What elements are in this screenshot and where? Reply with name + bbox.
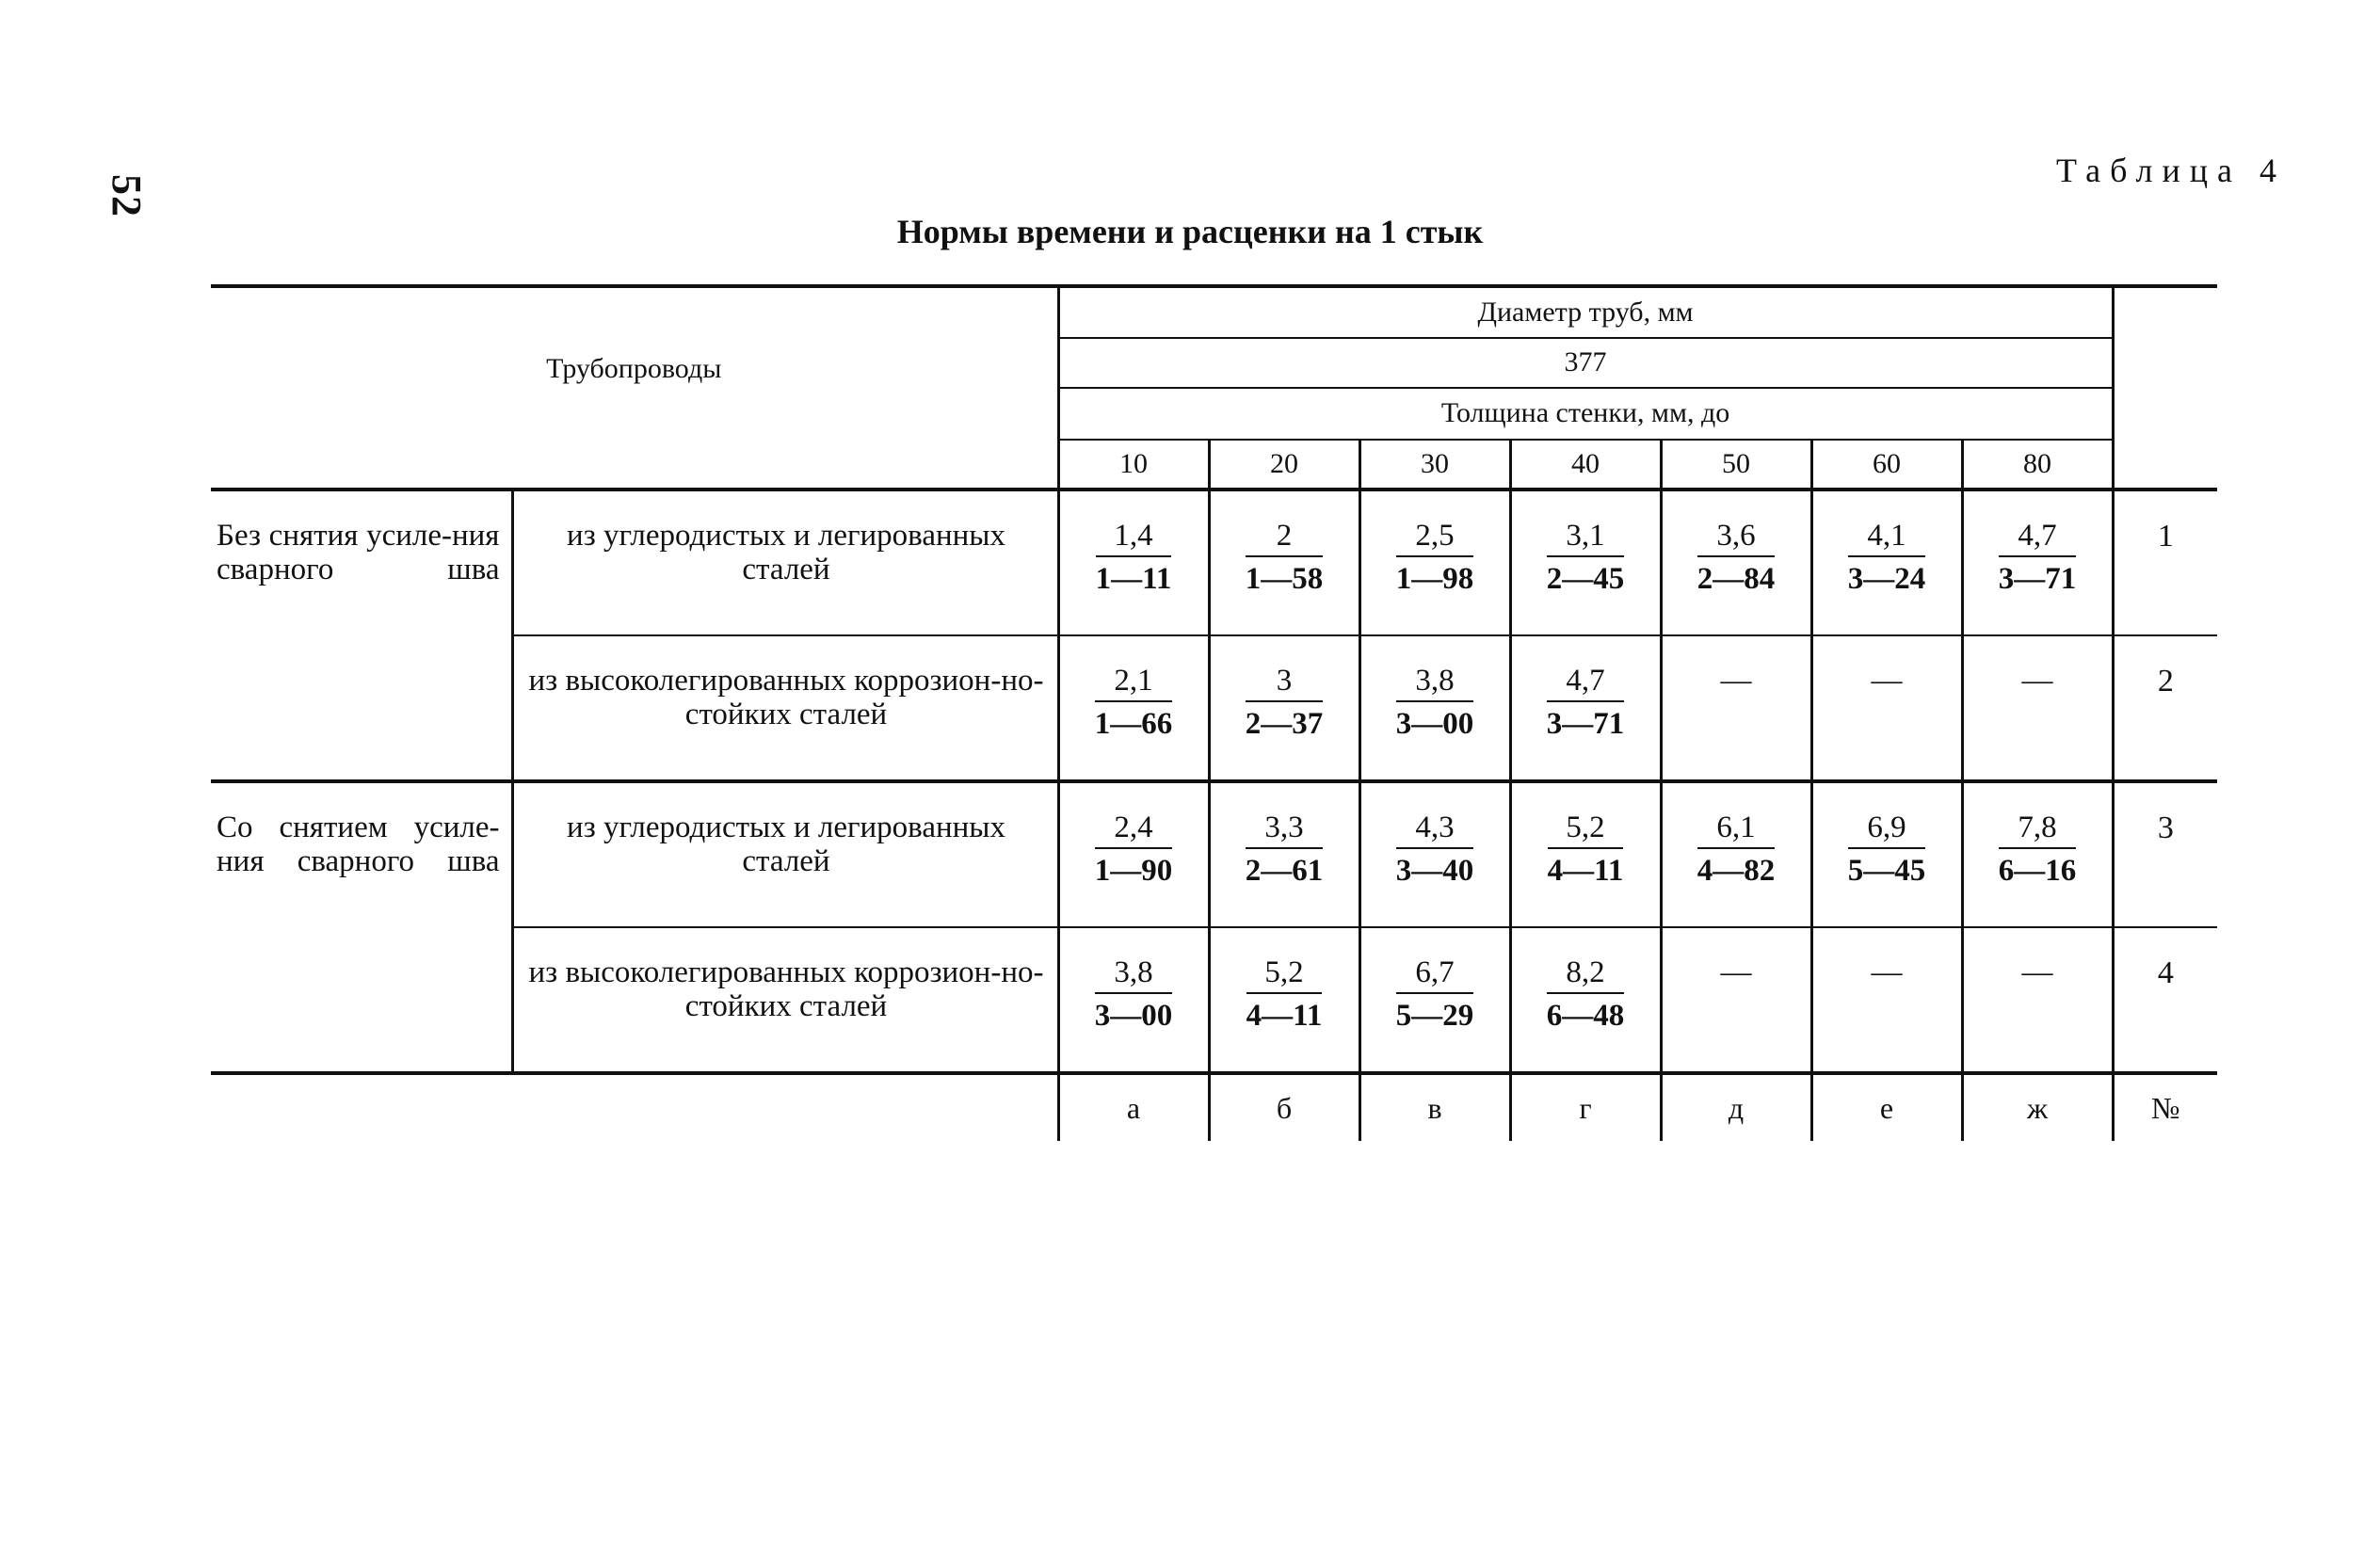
norm-price-fraction [1396, 665, 1474, 741]
norm-price-fraction [1396, 811, 1474, 888]
time-norm: 3,6 [1697, 520, 1776, 557]
price: 1—98 [1395, 561, 1474, 596]
value-cell [1661, 927, 1811, 1073]
price: 4—82 [1697, 853, 1776, 888]
price: 2—45 [1546, 561, 1625, 596]
row-number: 4 [2113, 927, 2217, 1073]
row-number: 2 [2113, 635, 2217, 781]
value-cell [1510, 781, 1661, 927]
time-norm: 3,1 [1547, 520, 1625, 557]
letters-blank [211, 1073, 1058, 1141]
time-norm: 4,7 [1999, 520, 2077, 557]
price: 3—71 [1998, 561, 2077, 596]
price: 2—84 [1697, 561, 1776, 596]
price: 6—16 [1998, 853, 2077, 888]
norm-price-fraction [1848, 520, 1926, 596]
value-cell [1962, 490, 2113, 635]
norm-price-fraction [1396, 956, 1474, 1033]
value-cell [1359, 781, 1510, 927]
price: 1—90 [1094, 853, 1173, 888]
price: 5—29 [1395, 998, 1474, 1033]
value-cell [1359, 635, 1510, 781]
price: 1—58 [1245, 561, 1324, 596]
pipeline-type: из высоколегированных коррозион-но-стойких сталей [512, 635, 1058, 781]
dash-cell: — [1871, 955, 1903, 989]
value-cell [1058, 490, 1209, 635]
value-cell [1811, 927, 1962, 1073]
row-number: 3 [2113, 781, 2217, 927]
value-cell [1058, 781, 1209, 927]
time-norm: 2 [1246, 520, 1324, 557]
norm-price-fraction [1547, 956, 1625, 1033]
dash-cell: — [2021, 955, 2053, 989]
wall-thickness-10: 10 [1058, 440, 1209, 490]
column-letter: ж [1962, 1073, 2113, 1141]
pipelines-header [211, 286, 1058, 490]
price: 2—37 [1245, 706, 1324, 741]
diameter-header: Диаметр труб, мм [1058, 286, 2113, 338]
number-column-header [2113, 286, 2217, 490]
norm-price-fraction [1246, 811, 1324, 888]
norm-price-fraction [1999, 811, 2077, 888]
value-cell [1510, 927, 1661, 1073]
page-title: Нормы времени и расценки на 1 стык [896, 213, 1484, 250]
value-cell [1209, 635, 1359, 781]
price: 3—40 [1395, 853, 1474, 888]
dash-cell: — [1871, 664, 1903, 698]
value-cell [1661, 781, 1811, 927]
wall-thickness-80: 80 [1962, 440, 2113, 490]
pipeline-type: из углеродистых и легированных сталей [512, 781, 1058, 927]
norm-price-fraction [1246, 520, 1324, 596]
time-norm: 8,2 [1547, 956, 1625, 994]
norm-price-fraction [1396, 520, 1474, 596]
table-body [211, 286, 2217, 1141]
value-cell [1962, 635, 2113, 781]
time-norm: 3,8 [1095, 956, 1173, 994]
price: 6—48 [1546, 998, 1625, 1033]
table-row [211, 490, 2217, 635]
norm-price-fraction [1848, 811, 1926, 888]
norm-price-fraction [1096, 520, 1172, 596]
price: 3—00 [1094, 998, 1173, 1033]
row-number: 1 [2113, 490, 2217, 635]
time-norm: 5,2 [1548, 811, 1624, 849]
value-cell [1811, 781, 1962, 927]
time-norm: 6,1 [1697, 811, 1776, 849]
value-cell [1209, 490, 1359, 635]
time-norm: 6,7 [1396, 956, 1474, 994]
time-norm: 6,9 [1848, 811, 1926, 849]
time-norm: 2,4 [1095, 811, 1173, 849]
value-cell [1661, 635, 1811, 781]
value-cell [1811, 635, 1962, 781]
price: 3—00 [1395, 706, 1474, 741]
column-letter: в [1359, 1073, 1510, 1141]
value-cell [1962, 927, 2113, 1073]
value-cell [1661, 490, 1811, 635]
time-norm: 5,2 [1246, 956, 1323, 994]
time-norm: 7,8 [1999, 811, 2077, 849]
column-letter: е [1811, 1073, 1962, 1141]
column-letter: д [1661, 1073, 1811, 1141]
norm-price-fraction [1095, 811, 1173, 888]
wall-thickness-20: 20 [1209, 440, 1359, 490]
price: 2—61 [1245, 853, 1324, 888]
value-cell [1510, 490, 1661, 635]
dash-cell: — [2021, 664, 2053, 698]
dash-cell: — [1720, 664, 1752, 698]
price: 1—11 [1095, 561, 1172, 596]
value-cell [1811, 490, 1962, 635]
group-label: Без снятия усиле-ния сварного шва [211, 490, 512, 781]
diameter-value: 377 [1058, 338, 2113, 388]
wall-thickness-50: 50 [1661, 440, 1811, 490]
norm-price-fraction [1999, 520, 2077, 596]
column-letters-row [211, 1073, 2217, 1141]
time-norm: 4,3 [1396, 811, 1474, 849]
time-norm: 4,1 [1848, 520, 1926, 557]
price: 3—71 [1546, 706, 1625, 741]
table-label: Таблица 4 [2056, 152, 2286, 189]
table-row [211, 635, 2217, 781]
page-number: 52 [104, 174, 150, 217]
column-letter: а [1058, 1073, 1209, 1141]
value-cell [1359, 490, 1510, 635]
wall-thickness-40: 40 [1510, 440, 1661, 490]
norms-table [211, 284, 2217, 1141]
table-row [211, 927, 2217, 1073]
norm-price-fraction [1246, 665, 1324, 741]
column-letter: г [1510, 1073, 1661, 1141]
time-norm: 3,8 [1396, 665, 1474, 702]
norm-price-fraction [1095, 956, 1173, 1033]
norm-price-fraction [1246, 956, 1323, 1033]
value-cell [1058, 927, 1209, 1073]
value-cell [1058, 635, 1209, 781]
wall-thickness-30: 30 [1359, 440, 1510, 490]
number-label: № [2113, 1073, 2217, 1141]
wall-thickness-60: 60 [1811, 440, 1962, 490]
time-norm: 3,3 [1246, 811, 1324, 849]
price: 5—45 [1847, 853, 1926, 888]
time-norm: 3 [1246, 665, 1324, 702]
value-cell [1209, 781, 1359, 927]
norm-price-fraction [1095, 665, 1173, 741]
norm-price-fraction [1697, 811, 1776, 888]
norm-price-fraction [1547, 520, 1625, 596]
time-norm: 2,1 [1095, 665, 1173, 702]
pipelines-header-text: Трубопроводы [546, 352, 722, 384]
pipeline-type: из высоколегированных коррозион-но-стойких сталей [512, 927, 1058, 1073]
norm-price-fraction [1697, 520, 1776, 596]
wall-thickness-header: Толщина стенки, мм, до [1058, 388, 2113, 440]
value-cell [1359, 927, 1510, 1073]
pipeline-type: из углеродистых и легированных сталей [512, 490, 1058, 635]
value-cell [1510, 635, 1661, 781]
price: 3—24 [1847, 561, 1926, 596]
time-norm: 2,5 [1396, 520, 1474, 557]
group-label: Со снятием усиле-ния сварного шва [211, 781, 512, 1073]
dash-cell: — [1720, 955, 1752, 989]
norm-price-fraction [1548, 811, 1624, 888]
price: 4—11 [1246, 998, 1323, 1033]
time-norm: 1,4 [1096, 520, 1172, 557]
column-letter: б [1209, 1073, 1359, 1141]
value-cell [1209, 927, 1359, 1073]
price: 4—11 [1547, 853, 1624, 888]
table-row [211, 781, 2217, 927]
value-cell [1962, 781, 2113, 927]
price: 1—66 [1094, 706, 1173, 741]
norm-price-fraction [1547, 665, 1625, 741]
time-norm: 4,7 [1547, 665, 1625, 702]
